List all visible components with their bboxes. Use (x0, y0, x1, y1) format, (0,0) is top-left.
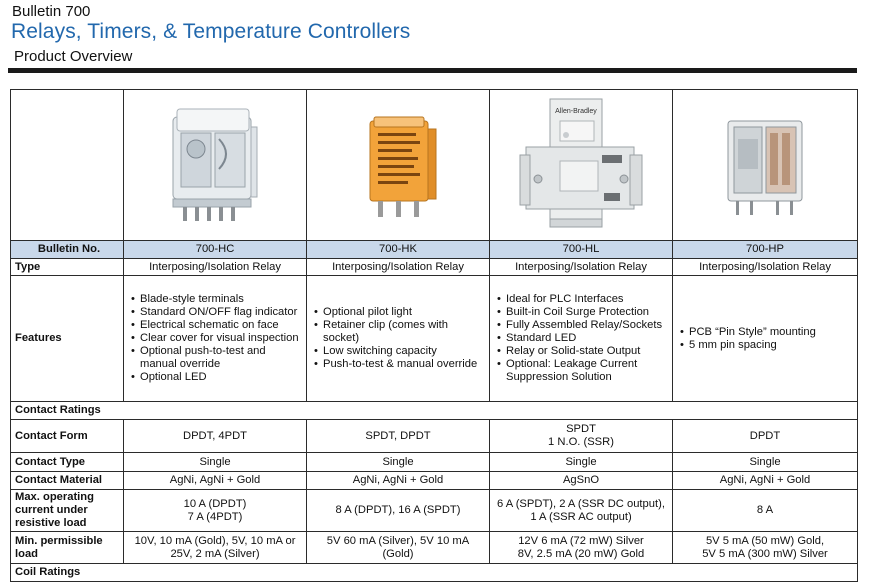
feature-item: • Optional: Leakage Current Suppression Solution (497, 358, 669, 384)
contact-material-cell: AgSnO (490, 472, 673, 490)
header-divider (8, 68, 857, 73)
features-list (493, 293, 669, 384)
features-list (676, 326, 854, 352)
bulletin-label: Bulletin No. (11, 241, 124, 259)
bulletin-cell: 700-HC (124, 241, 307, 259)
max-current-cell: 6 A (SPDT), 2 A (SSR DC output), 1 A (SSR AC output) (490, 490, 673, 532)
relay-700-hk-image (348, 99, 448, 231)
feature-item: • 5 mm pin spacing (680, 339, 854, 352)
min-load-row (11, 532, 858, 564)
product-image-700-hl (490, 90, 673, 241)
type-cell: Interposing/Isolation Relay (673, 259, 858, 276)
type-cell: Interposing/Isolation Relay (307, 259, 490, 276)
relay-700-hc-image (155, 99, 275, 231)
features-label: Features (11, 276, 124, 402)
feature-item: • Standard LED (497, 332, 669, 345)
max-current-cell: 10 A (DPDT) 7 A (4PDT) (124, 490, 307, 532)
feature-item: • Optional LED (131, 371, 303, 384)
contact-type-cell: Single (124, 453, 307, 472)
contact-type-cell: Single (490, 453, 673, 472)
features-cell-700-hp (673, 276, 858, 402)
contact-material-cell: AgNi, AgNi + Gold (673, 472, 858, 490)
allen-bradley-label: Allen-Bradley (555, 108, 597, 115)
product-image-700-hc (124, 90, 307, 241)
contact-type-row (11, 453, 858, 472)
feature-item: • Fully Assembled Relay/Sockets (497, 319, 669, 332)
bulletin-cell: 700-HK (307, 241, 490, 259)
feature-item: • Blade-style terminals (131, 293, 303, 306)
max-current-row (11, 490, 858, 532)
page-subtitle: Product Overview (14, 48, 133, 65)
max-current-cell: 8 A (DPDT), 16 A (SPDT) (307, 490, 490, 532)
contact-form-cell: DPDT (673, 420, 858, 453)
max-current-label: Max. operating current under resistive load (11, 490, 124, 532)
min-load-cell: 12V 6 mA (72 mW) Silver 8V, 2.5 mA (20 mW) Gold (490, 532, 673, 564)
type-label: Type (11, 259, 124, 276)
product-image-700-hp (673, 90, 858, 241)
contact-ratings-heading: Contact Ratings (11, 402, 858, 420)
page-title: Relays, Timers, & Temperature Controllers (11, 20, 411, 43)
contact-form-label: Contact Form (11, 420, 124, 453)
feature-item: • Ideal for PLC Interfaces (497, 293, 669, 306)
product-overview-table (10, 89, 858, 582)
features-cell-700-hl (490, 276, 673, 402)
feature-item: • Relay or Solid-state Output (497, 345, 669, 358)
max-current-cell: 8 A (673, 490, 858, 532)
product-image-700-hk (307, 90, 490, 241)
min-load-cell: 10V, 10 mA (Gold), 5V, 10 mA or 25V, 2 mA (Silver) (124, 532, 307, 564)
features-list (127, 293, 303, 384)
image-row-label-cell (11, 90, 124, 241)
type-cell: Interposing/Isolation Relay (124, 259, 307, 276)
features-list (310, 306, 486, 371)
min-load-label: Min. permissible load (11, 532, 124, 564)
contact-form-row (11, 420, 858, 453)
relay-700-hl-image (506, 95, 656, 235)
feature-item: • Clear cover for visual inspection (131, 332, 303, 345)
contact-form-cell: SPDT 1 N.O. (SSR) (490, 420, 673, 453)
contact-material-label: Contact Material (11, 472, 124, 490)
contact-form-cell: DPDT, 4PDT (124, 420, 307, 453)
features-cell-700-hk (307, 276, 490, 402)
bulletin-cell: 700-HL (490, 241, 673, 259)
feature-item: • Optional push-to-test and manual override (131, 345, 303, 371)
contact-type-cell: Single (307, 453, 490, 472)
contact-type-cell: Single (673, 453, 858, 472)
coil-ratings-section-row (11, 564, 858, 582)
contact-type-label: Contact Type (11, 453, 124, 472)
feature-item: • Optional pilot light (314, 306, 486, 319)
contact-form-cell: SPDT, DPDT (307, 420, 490, 453)
min-load-cell: 5V 5 mA (50 mW) Gold, 5V 5 mA (300 mW) Silver (673, 532, 858, 564)
feature-item: • Retainer clip (comes with socket) (314, 319, 486, 345)
product-image-row (11, 90, 858, 241)
min-load-cell: 5V 60 mA (Silver), 5V 10 mA (Gold) (307, 532, 490, 564)
feature-item: • Standard ON/OFF flag indicator (131, 306, 303, 319)
contact-material-cell: AgNi, AgNi + Gold (124, 472, 307, 490)
feature-item: • Built-in Coil Surge Protection (497, 306, 669, 319)
features-cell-700-hc (124, 276, 307, 402)
contact-material-cell: AgNi, AgNi + Gold (307, 472, 490, 490)
type-row (11, 259, 858, 276)
bulletin-row (11, 241, 858, 259)
relay-700-hp-image (710, 99, 820, 231)
coil-ratings-heading: Coil Ratings (11, 564, 858, 582)
features-row (11, 276, 858, 402)
bulletin-cell: 700-HP (673, 241, 858, 259)
feature-item: • Electrical schematic on face (131, 319, 303, 332)
contact-material-row (11, 472, 858, 490)
feature-item: • Low switching capacity (314, 345, 486, 358)
feature-item: • Push-to-test & manual override (314, 358, 486, 371)
type-cell: Interposing/Isolation Relay (490, 259, 673, 276)
feature-item: • PCB “Pin Style” mounting (680, 326, 854, 339)
bulletin-heading: Bulletin 700 (12, 3, 91, 20)
contact-ratings-section-row (11, 402, 858, 420)
